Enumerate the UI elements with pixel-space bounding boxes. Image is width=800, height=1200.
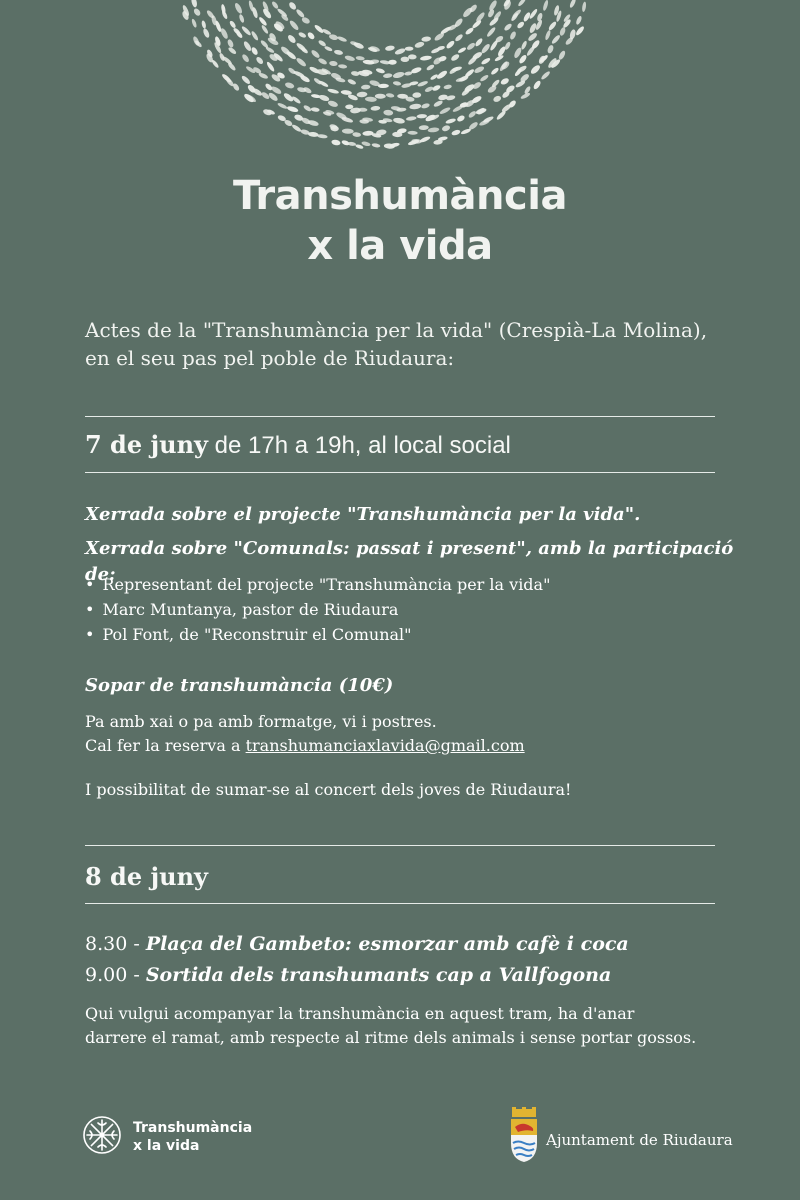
sheep-mark: [433, 99, 444, 107]
sheep-mark: [393, 81, 402, 86]
sheep-mark: [414, 41, 425, 49]
dinner-line2: [85, 734, 745, 758]
sheep-mark: [344, 55, 355, 62]
sheep-mark: [509, 31, 517, 41]
sheep-mark: [546, 44, 554, 54]
sheep-mark: [288, 19, 299, 31]
sheep-mark: [480, 57, 491, 66]
sheep-mark: [517, 0, 527, 7]
sheep-mark: [468, 110, 478, 119]
sheep-mark: [516, 21, 525, 30]
schedule-time: 8.30: [85, 933, 128, 955]
sheep-mark: [529, 64, 541, 76]
sheep-mark: [370, 106, 380, 111]
sheep-mark: [229, 20, 237, 29]
sheep-mark: [380, 60, 391, 65]
dinner-title: Sopar de transhumància (10€): [85, 675, 394, 696]
divider: [85, 472, 715, 473]
sheep-mark: [385, 45, 395, 52]
sheep-mark: [250, 30, 259, 41]
brand-line2: x la vida: [133, 1138, 200, 1154]
sheep-mark: [295, 57, 307, 68]
sheep-mark: [313, 24, 324, 34]
sheep-mark: [341, 139, 350, 146]
sheep-mark: [227, 46, 237, 55]
sheep-mark: [317, 57, 327, 65]
sheep-mark: [338, 64, 347, 69]
sheep-mark: [558, 50, 567, 61]
sheep-mark: [298, 31, 307, 38]
sheep-mark: [439, 106, 451, 115]
sheep-mark: [405, 46, 414, 50]
sheep-mark: [262, 108, 272, 116]
sheep-mark: [489, 39, 499, 51]
sheep-mark: [361, 84, 371, 89]
sheep-mark: [518, 54, 528, 65]
sheep-mark: [242, 40, 252, 52]
schedule-time: 9.00: [85, 964, 128, 986]
sheep-mark: [365, 96, 377, 102]
sheep-mark: [327, 88, 339, 94]
sheep-mark: [371, 143, 380, 148]
sheep-mark: [551, 34, 562, 45]
sheep-mark: [569, 0, 577, 9]
day1-detail: de 17h a 19h, al local social: [208, 432, 511, 459]
sheep-mark: [260, 39, 269, 48]
sheep-mark: [383, 73, 393, 79]
sheep-mark: [544, 30, 551, 41]
reservation-label: Cal fer la reserva a: [85, 736, 246, 755]
divider: [85, 845, 715, 846]
sheep-mark: [542, 0, 549, 11]
sheep-mark: [271, 0, 279, 9]
concert-text: I possibilitat de sumar-se al concert dels joves de Riudaura!: [85, 780, 572, 799]
sheep-mark: [258, 16, 268, 27]
sheep-mark: [295, 42, 307, 53]
talk-1: Xerrada sobre el projecte "Transhumància per la vida".: [85, 504, 641, 525]
sheep-mark: [492, 95, 502, 103]
sheep-mark: [345, 104, 353, 109]
page-title-line1: Transhumància: [233, 173, 567, 219]
divider: [85, 903, 715, 904]
schedule-item: [85, 930, 629, 958]
sheep-mark: [441, 124, 451, 132]
note-line2: darrere el ramat, amb respecte al ritme dels animals i sense portar gossos.: [85, 1028, 697, 1047]
sheep-mark: [241, 25, 252, 36]
sheep-mark: [201, 20, 207, 29]
intro-line2: en el seu pas pel poble de Riudaura:: [85, 346, 455, 370]
sheep-mark: [480, 43, 491, 55]
sheep-mark: [409, 103, 422, 110]
list-item: • Marc Muntanya, pastor de Riudaura: [85, 597, 550, 622]
sheep-mark: [375, 94, 386, 99]
sheep-mark: [342, 128, 354, 134]
sheep-mark: [445, 40, 455, 50]
day1-date: 7 de juny: [85, 430, 208, 459]
sheep-mark: [559, 27, 567, 37]
sheep-mark: [261, 24, 270, 34]
sheep-mark: [394, 47, 406, 55]
sheep-mark: [361, 141, 371, 147]
sheep-mark: [355, 144, 364, 150]
participants-list: [85, 572, 550, 647]
sheep-mark: [456, 114, 466, 122]
sheep-mark: [301, 16, 311, 25]
sheep-mark: [334, 49, 344, 55]
page-title-line2: x la vida: [307, 223, 493, 269]
sheep-mark: [234, 2, 244, 15]
list-item: • Representant del projecte "Transhumància per la vida": [85, 572, 550, 597]
sheep-mark: [548, 20, 558, 31]
sheep-mark: [473, 65, 485, 74]
sheep-mark: [438, 94, 448, 101]
dinner-details: [85, 710, 745, 758]
sheep-mark: [407, 131, 417, 135]
sheep-mark: [193, 7, 202, 17]
sheep-mark: [466, 42, 476, 52]
sheep-mark: [582, 1, 587, 12]
sheep-mark: [240, 75, 251, 86]
sheep-mark: [221, 73, 232, 84]
sheep-mark: [291, 124, 302, 133]
sheep-mark: [520, 40, 527, 50]
sheep-mark: [490, 67, 500, 76]
sheep-mark: [356, 91, 367, 97]
sheep-mark: [412, 92, 421, 98]
sheep-mark: [318, 39, 327, 47]
sheep-mark: [424, 86, 434, 94]
note-line1: Qui vulgui acompanyar la transhumància en aquest tram, ha d'anar: [85, 1004, 635, 1023]
sheep-mark: [486, 26, 497, 38]
sheep-mark: [500, 77, 510, 86]
sheep-mark: [487, 8, 496, 18]
sheep-mark: [375, 67, 385, 74]
sheep-mark: [327, 100, 339, 109]
sheep-mark: [496, 110, 507, 121]
day1-heading: [85, 430, 511, 461]
sheep-mark: [392, 71, 405, 79]
sheep-mark: [310, 49, 321, 59]
sheep-mark: [284, 81, 295, 89]
sheep-mark: [386, 93, 395, 98]
sheep-mark: [355, 56, 364, 61]
sheep-flock-illustration: [150, 0, 620, 160]
sheep-mark: [445, 118, 456, 125]
sheep-mark: [311, 94, 321, 99]
sheep-mark: [421, 36, 431, 42]
schedule-item: [85, 961, 611, 989]
sheep-mark: [467, 55, 478, 66]
sheep-mark: [532, 80, 542, 91]
schedule-separator: -: [127, 964, 146, 986]
sheep-mark: [331, 139, 341, 146]
sheep-mark: [503, 22, 513, 31]
sheep-mark: [303, 104, 313, 112]
list-item: • Pol Font, de "Reconstruir el Comunal": [85, 622, 550, 647]
sheep-mark: [250, 46, 259, 56]
council-name: Ajuntament de Riudaura: [546, 1131, 733, 1149]
day2-heading: [85, 862, 208, 892]
sheep-mark: [340, 90, 352, 96]
sheep-mark: [383, 109, 393, 115]
sheep-mark: [241, 53, 250, 63]
sheep-mark: [426, 64, 435, 72]
sheep-mark: [295, 8, 305, 18]
sheep-mark: [575, 25, 586, 36]
sheep-mark: [457, 46, 467, 54]
sheep-mark: [420, 55, 432, 61]
sheep-mark: [474, 37, 484, 47]
sheep-mark: [419, 125, 429, 130]
sheep-mark: [238, 14, 245, 24]
sheep-mark: [277, 102, 288, 110]
sheep-mark: [424, 113, 436, 122]
sheep-mark: [324, 45, 333, 52]
sheep-mark: [226, 39, 234, 49]
divider: [85, 416, 715, 417]
sheep-mark: [451, 129, 461, 136]
sheep-mark: [352, 132, 361, 137]
intro-text: [85, 316, 725, 372]
sheep-mark: [202, 28, 210, 39]
sheep-mark: [401, 57, 410, 62]
sheep-mark: [452, 104, 464, 113]
sheep-mark: [190, 0, 197, 8]
note-text: [85, 1002, 745, 1050]
brand-wordmark: [133, 1119, 252, 1155]
sheep-mark: [443, 84, 452, 90]
sheep-mark: [255, 56, 264, 65]
sheep-mark: [329, 60, 338, 66]
sheep-mark: [306, 31, 315, 40]
sheep-mark: [450, 53, 460, 62]
sheep-mark: [575, 15, 583, 25]
sheep-mark: [286, 105, 298, 113]
day2-date: 8 de juny: [85, 862, 208, 891]
flower-logo-icon: [82, 1115, 122, 1155]
sheep-mark: [351, 71, 360, 77]
sheep-mark: [287, 34, 297, 45]
email-link[interactable]: transhumanciaxlavida@gmail.com: [245, 736, 525, 755]
sheep-mark: [406, 116, 417, 121]
sheep-mark: [513, 47, 523, 60]
sheep-mark: [479, 74, 489, 83]
sheep-mark: [436, 69, 449, 80]
brand-line1: Transhumància: [133, 1120, 253, 1136]
sheep-mark: [308, 132, 319, 138]
schedule-desc: Sortida dels transhumants cap a Vallfogona: [145, 964, 612, 986]
schedule-desc: Plaça del Gambeto: esmorzar amb cafè i coca: [145, 933, 629, 955]
sheep-mark: [427, 127, 439, 133]
sheep-mark: [266, 61, 276, 73]
sheep-mark: [288, 1, 298, 11]
schedule-separator: -: [127, 933, 146, 955]
sheep-mark: [191, 18, 198, 28]
sheep-mark: [526, 45, 536, 57]
sheep-mark: [347, 78, 357, 85]
talk-2: Xerrada sobre "Comunals: passat i present", amb la participació de:: [85, 538, 734, 585]
sheep-mark: [540, 70, 551, 80]
sheep-mark: [311, 107, 320, 112]
dinner-line1: Pa amb xai o pa amb formatge, vi i postres.: [85, 712, 437, 731]
sheep-mark: [318, 94, 330, 102]
sheep-mark: [408, 54, 417, 59]
sheep-mark: [417, 80, 429, 87]
sheep-mark: [393, 117, 406, 124]
sheep-mark: [454, 33, 464, 42]
intro-line1: Actes de la "Transhumància per la vida" (Crespià-La Molina),: [85, 318, 708, 342]
sheep-mark: [337, 35, 348, 42]
sheep-mark: [421, 103, 431, 110]
town-crest-icon: [508, 1107, 540, 1163]
sheep-mark: [416, 114, 427, 119]
